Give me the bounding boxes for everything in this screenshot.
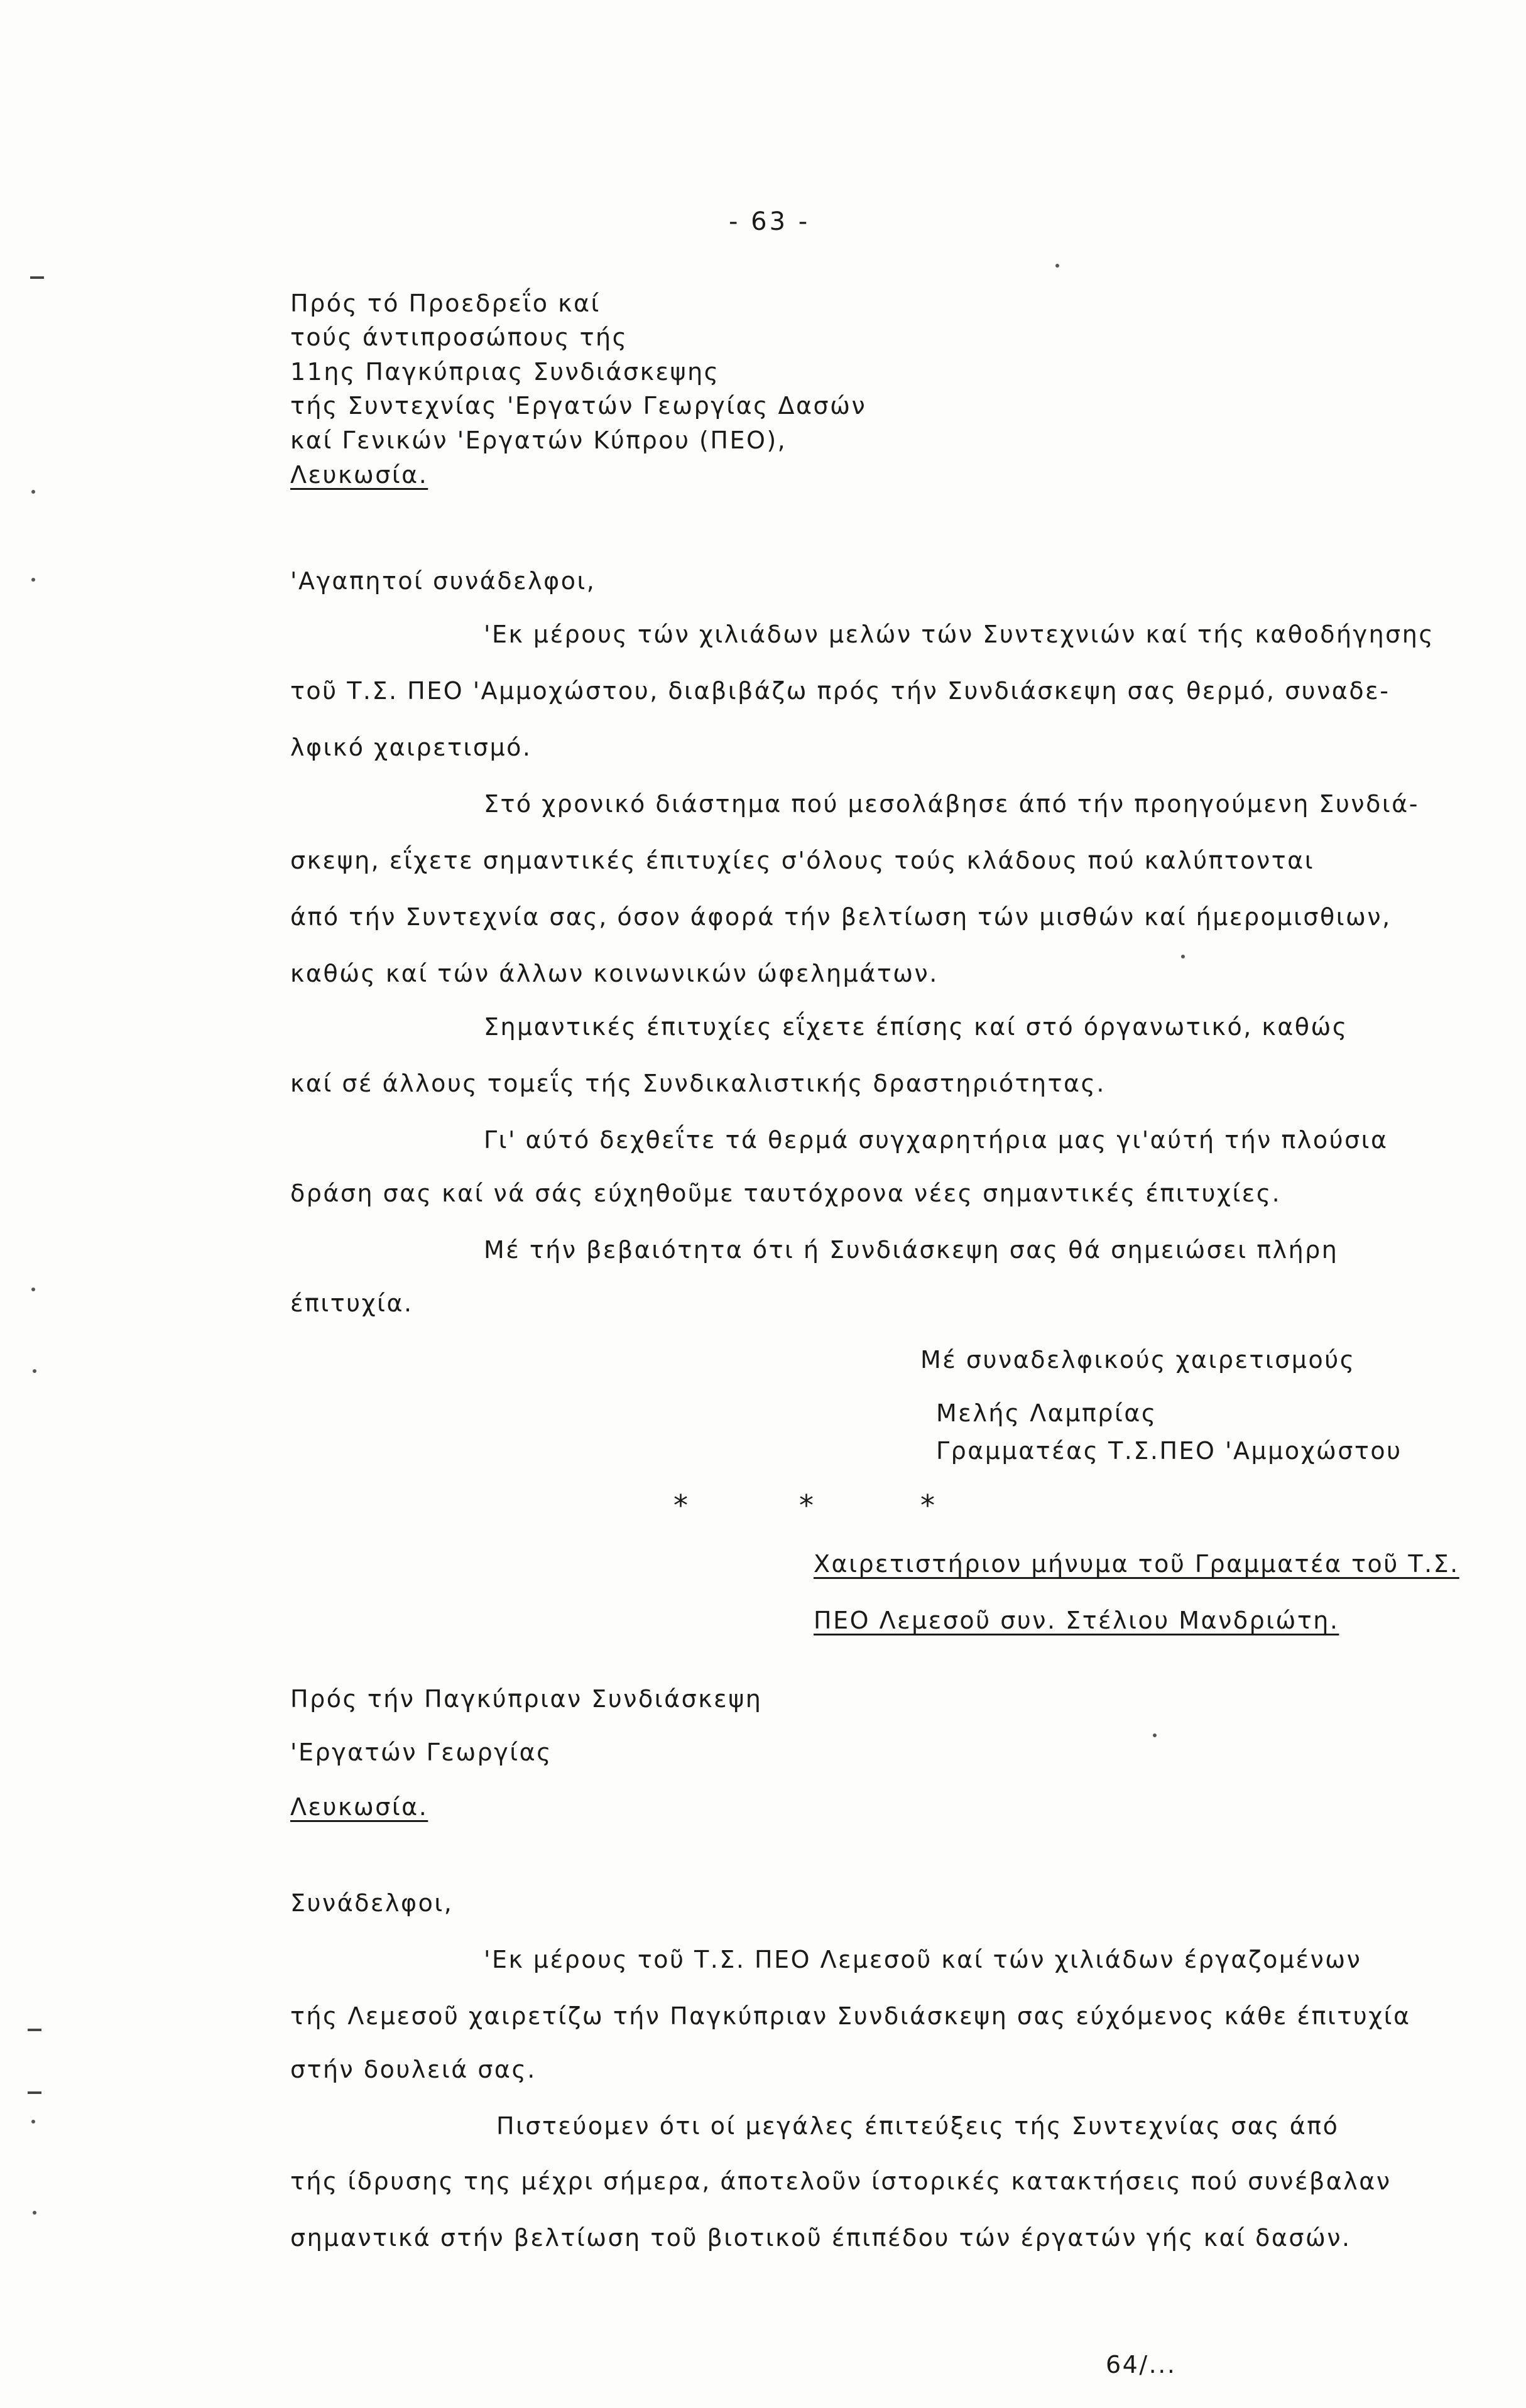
scan-speck [31, 490, 35, 494]
body-line: σκεψη, εΐχετε σημαντικές έπιτυχίες σ'όλους τούς κλάδους πού καλύπτονται [290, 847, 1315, 874]
address-line: Πρός τό Προεδρεΐο καί [290, 290, 601, 317]
separator-star: * [799, 1489, 814, 1522]
body-line: τοῦ Τ.Σ. ΠΕΟ 'Αμμοχώστου, διαβιβάζω πρός τήν Συνδιάσκεψη σας θερμό, συναδε- [290, 677, 1390, 705]
scan-mark [28, 2029, 41, 2031]
body-line: Γι' αύτό δεχθεΐτε τά θερμά συγχαρητήρια μας γι'αύτή τήν πλούσια [484, 1126, 1388, 1154]
scan-speck [1153, 1733, 1157, 1737]
body-line: 'Εκ μέρους τοῦ Τ.Σ. ΠΕΟ Λεμεσοῦ καί τών χιλιάδων έργαζομένων [484, 1946, 1362, 1973]
scan-speck [31, 578, 35, 582]
separator-star: * [673, 1489, 688, 1522]
letter1-greeting: 'Αγαπητοί συνάδελφοι, [290, 567, 596, 595]
address-line: 11ης Παγκύπριας Συνδιάσκεψης [290, 358, 720, 386]
signature-title: Γραμματέας Τ.Σ.ΠΕΟ 'Αμμοχώστου [936, 1437, 1402, 1465]
address-line: Πρός τήν Παγκύπριαν Συνδιάσκεψη [290, 1685, 763, 1713]
letter2-greeting: Συνάδελφοι, [290, 1889, 454, 1917]
body-line: τής ίδρυσης της μέχρι σήμερα, άποτελοῦν ίστορικές κατακτήσεις πού συνέβαλαν [290, 2167, 1392, 2195]
signature-name: Μελής Λαμπρίας [936, 1399, 1157, 1427]
address-line: 'Εργατών Γεωργίας [290, 1738, 552, 1766]
body-line: λφικό χαιρετισμό. [290, 734, 532, 761]
body-line: έπιτυχία. [290, 1289, 413, 1317]
body-line: 'Εκ μέρους τών χιλιάδων μελών τών Συντεχνιών καί τής καθοδήγησης [484, 621, 1435, 648]
body-line: καθώς καί τών άλλων κοινωνικών ώφελημάτων. [290, 960, 939, 987]
scan-speck [31, 1288, 35, 1291]
address-line: καί Γενικών 'Εργατών Κύπρου (ΠΕΟ), [290, 426, 787, 454]
body-line: δράση σας καί νά σάς εύχηθοῦμε ταυτόχρονα νέες σημαντικές έπιτυχίες. [290, 1180, 1282, 1207]
page-number: - 63 - [729, 207, 810, 236]
scan-speck [1181, 955, 1185, 958]
address-city: Λευκωσία. [290, 1793, 428, 1821]
separator-star: * [920, 1489, 935, 1522]
scan-mark [30, 276, 44, 279]
heading-line: ΠΕΟ Λεμεσοῦ συν. Στέλιου Μανδριώτη. [814, 1607, 1339, 1634]
body-line: καί σέ άλλους τομεΐς τής Συνδικαλιστικής δραστηριότητας. [290, 1070, 1106, 1097]
continuation-marker: 64/... [1106, 2351, 1177, 2378]
heading-line: Χαιρετιστήριον μήνυμα τοῦ Γραμματέα τοῦ Τ.Σ. [814, 1550, 1459, 1578]
scan-speck [31, 2120, 35, 2123]
scan-speck [1055, 264, 1059, 268]
address-city: Λευκωσία. [290, 461, 428, 489]
address-line: τής Συντεχνίας 'Εργατών Γεωργίας Δασών [290, 392, 867, 420]
closing: Μέ συναδελφικούς χαιρετισμούς [920, 1346, 1356, 1374]
body-line: Μέ τήν βεβαιότητα ότι ή Συνδιάσκεψη σας θά σημειώσει πλήρη [484, 1236, 1339, 1264]
body-line: σημαντικά στήν βελτίωση τοῦ βιοτικοῦ έπιπέδου τών έργατών γής καί δασών. [290, 2224, 1351, 2252]
body-line: στήν δουλειά σας. [290, 2056, 537, 2083]
scan-mark [28, 2091, 41, 2094]
address-line: τούς άντιπροσώπους τής [290, 323, 628, 351]
body-line: Πιστεύομεν ότι οί μεγάλες έπιτεύξεις τής Συντεχνίας σας άπό [496, 2112, 1339, 2140]
body-line: τής Λεμεσοῦ χαιρετίζω τήν Παγκύπριαν Συνδιάσκεψη σας εύχόμενος κάθε έπιτυχία [290, 2002, 1411, 2030]
body-line: Σημαντικές έπιτυχίες εΐχετε έπίσης καί στό όργανωτικό, καθώς [484, 1013, 1348, 1041]
body-line: άπό τήν Συντεχνία σας, όσον άφορά τήν βελτίωση τών μισθών καί ήμερομισθιων, [290, 903, 1392, 931]
scan-speck [33, 2211, 36, 2215]
body-line: Στό χρονικό διάστημα πού μεσολάβησε άπό τήν προηγούμενη Συνδιά- [484, 790, 1419, 818]
scan-speck [33, 1369, 36, 1373]
